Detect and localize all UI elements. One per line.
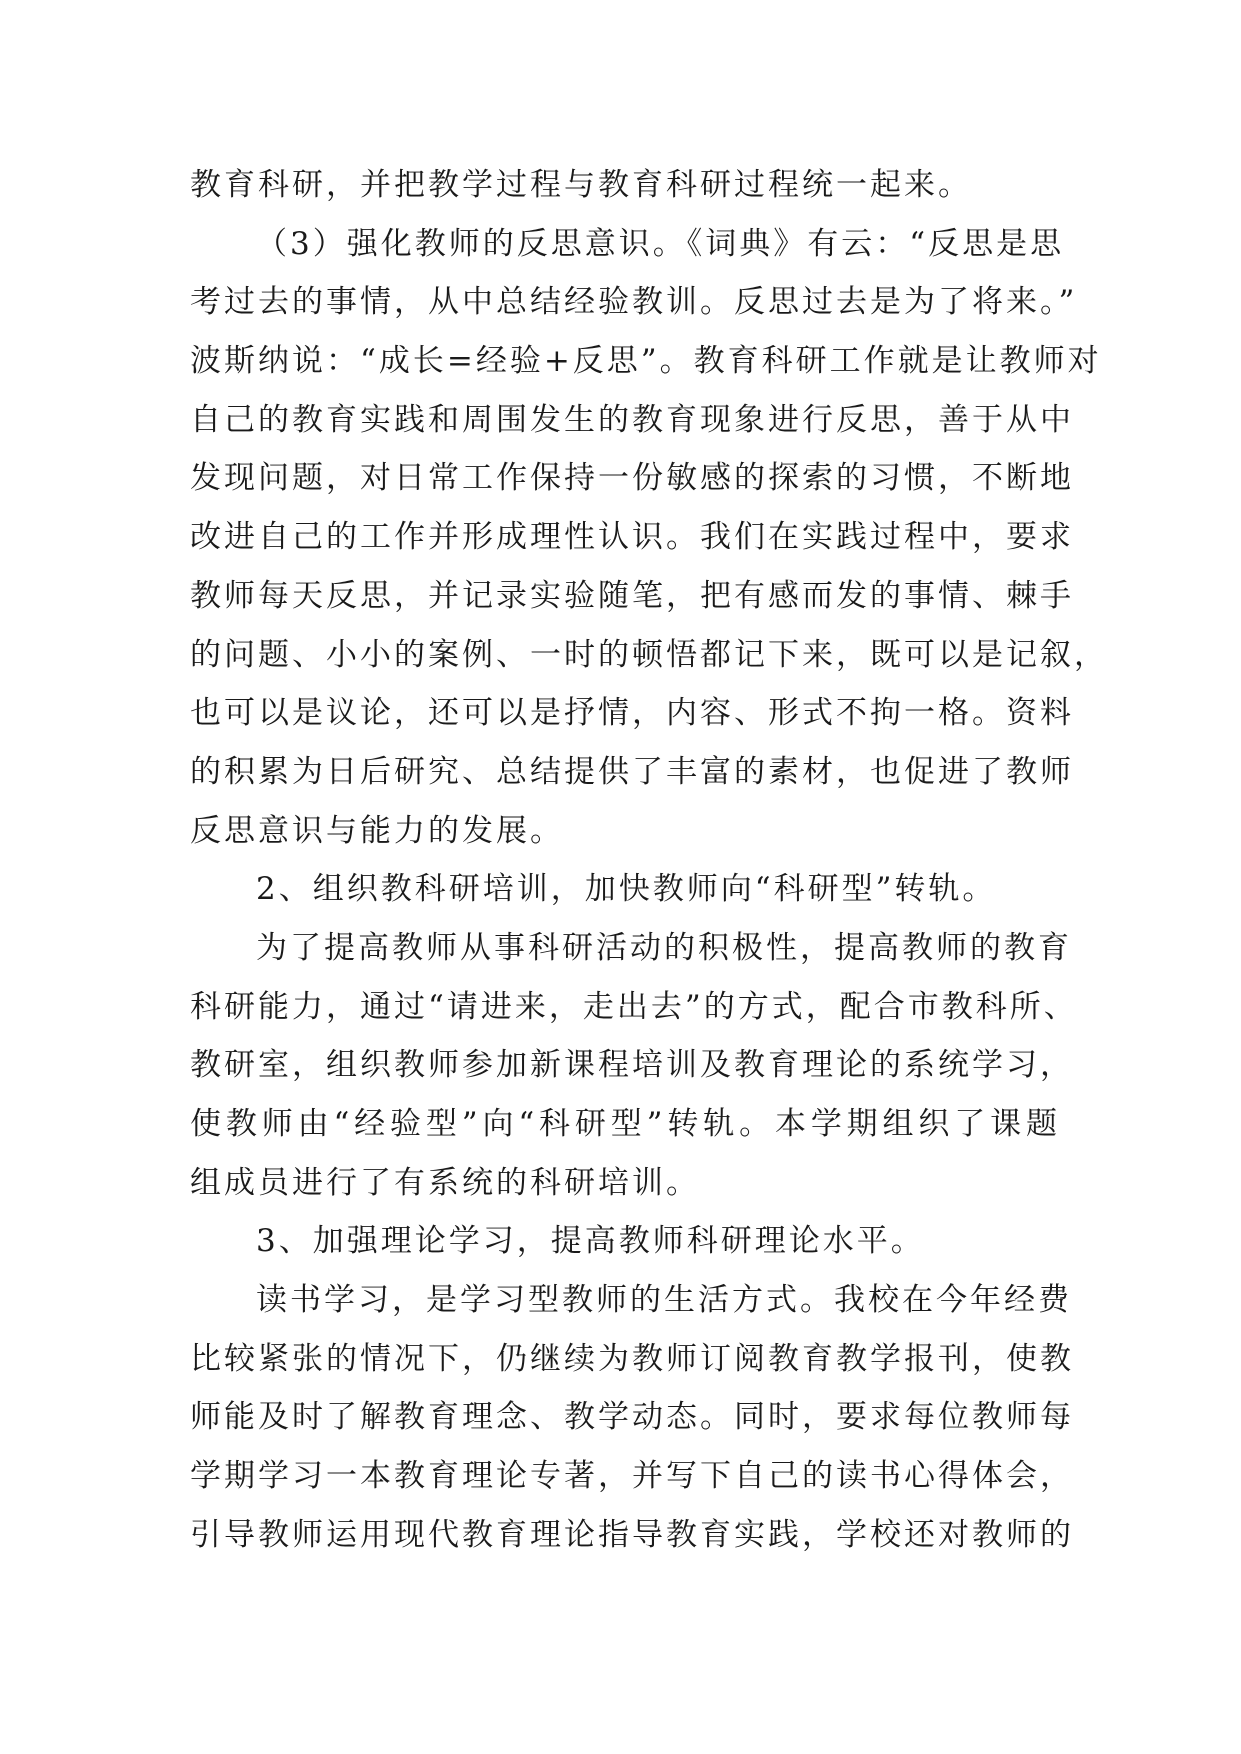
text-line: （3）强化教师的反思意识。《词典》有云：“反思是思 [256, 225, 1065, 262]
text-line: 发现问题，对日常工作保持一份敏感的探索的习惯，不断地 [190, 460, 1074, 497]
text-line: 自己的教育实践和周围发生的教育现象进行反思，善于从中 [190, 401, 1074, 438]
text-line: 比较紧张的情况下，仍继续为教师订阅教育教学报刊，使教 [190, 1340, 1074, 1377]
text-line: 学期学习一本教育理论专著，并写下自己的读书心得体会， [190, 1458, 1074, 1495]
text-line: 也可以是议论，还可以是抒情，内容、形式不拘一格。资料 [190, 695, 1074, 732]
text-line: 使教师由“经验型”向“科研型”转轨。本学期组织了课题 [190, 1106, 1060, 1142]
text-line: 反思意识与能力的发展。 [190, 812, 564, 849]
text-line: 改进自己的工作并形成理性认识。我们在实践过程中，要求 [190, 519, 1074, 556]
text-line: 的积累为日后研究、总结提供了丰富的素材，也促进了教师 [190, 753, 1074, 790]
text-line: 2、组织教科研培训，加快教师向“科研型”转轨。 [256, 871, 997, 908]
text-line: 读书学习，是学习型教师的生活方式。我校在今年经费 [256, 1282, 1072, 1319]
text-line: 科研能力，通过“请进来，走出去”的方式，配合市教科所、 [190, 988, 1078, 1025]
text-line: 教师每天反思，并记录实验随笔，把有感而发的事情、棘手 [190, 577, 1074, 614]
text-line: 引导教师运用现代教育理论指导教育实践，学校还对教师的 [190, 1516, 1074, 1553]
text-line: 师能及时了解教育理念、教学动态。同时，要求每位教师每 [190, 1399, 1074, 1436]
text-line: 教育科研，并把教学过程与教育科研过程统一起来。 [190, 167, 972, 203]
text-line: 为了提高教师从事科研活动的积极性，提高教师的教育 [256, 929, 1072, 966]
text-line: 波斯纳说：“成长=经验+反思”。教育科研工作就是让教师对 [190, 343, 1102, 380]
text-line: 考过去的事情，从中总结经验教训。反思过去是为了将来。” [190, 284, 1078, 321]
text-line: 组成员进行了有系统的科研培训。 [190, 1164, 700, 1201]
text-line: 3、加强理论学习，提高教师科研理论水平。 [256, 1223, 925, 1260]
text-line: 的问题、小小的案例、一时的顿悟都记下来，既可以是记叙， [190, 636, 1108, 673]
text-line: 教研室，组织教师参加新课程培训及教育理论的系统学习， [190, 1047, 1074, 1084]
body-text [190, 156, 1108, 1565]
